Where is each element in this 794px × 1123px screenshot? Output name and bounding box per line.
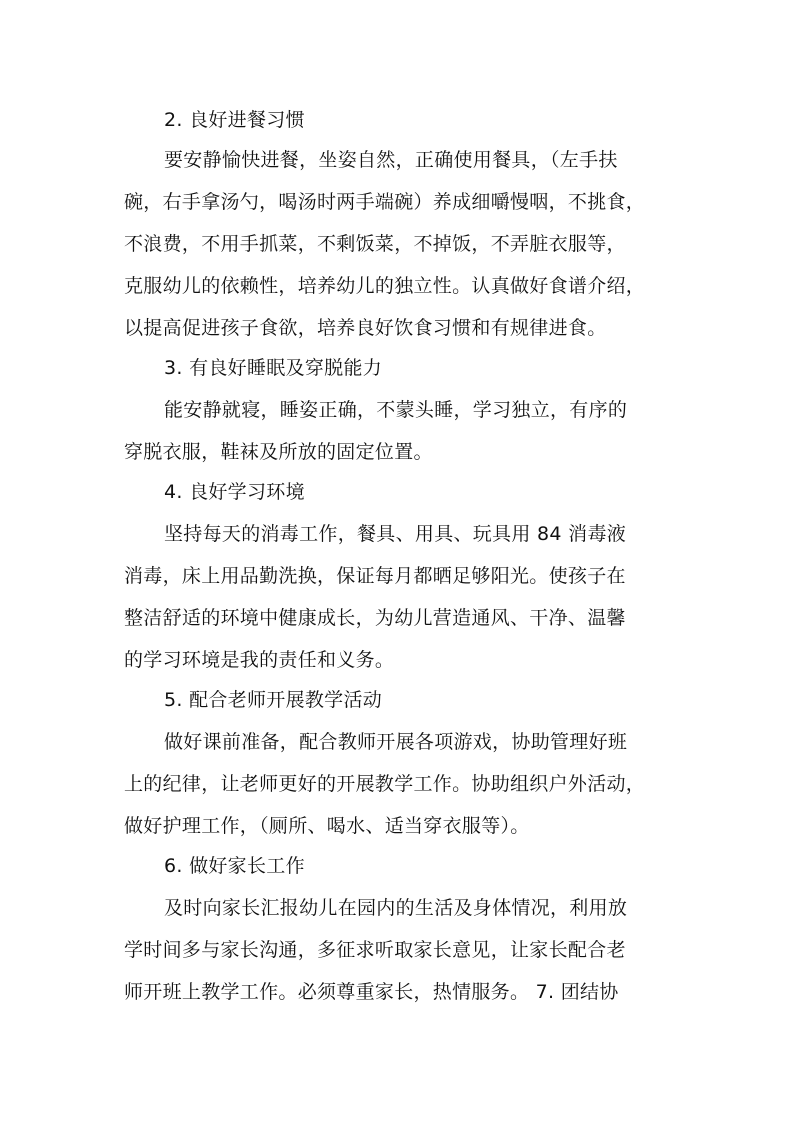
- paragraph-line: 的学习环境是我的责任和义务。: [124, 649, 395, 671]
- paragraph-line: 穿脱衣服，鞋袜及所放的固定位置。: [124, 441, 433, 463]
- paragraph-line: 做好课前准备，配合教师开展各项游戏，协助管理好班: [164, 731, 628, 753]
- paragraph-line: 不浪费，不用手抓菜，不剩饭菜，不掉饭，不弄脏衣服等，: [124, 233, 626, 255]
- paragraph-line: 坚持每天的消毒工作，餐具、用具、玩具用 84 消毒液: [164, 523, 627, 545]
- section-heading: 3. 有良好睡眠及穿脱能力: [164, 357, 383, 379]
- paragraph-line: 以提高促进孩子食欲，培养良好饮食习惯和有规律进食。: [124, 317, 607, 339]
- paragraph-line: 能安静就寝，睡姿正确，不蒙头睡，学习独立，有序的: [164, 399, 628, 421]
- paragraph-line: 碗，右手拿汤勺，喝汤时两手端碗）养成细嚼慢咽，不挑食，: [124, 191, 646, 213]
- paragraph-line: 上的纪律，让老师更好的开展教学工作。协助组织户外活动，: [124, 773, 646, 795]
- paragraph-line: 及时向家长汇报幼儿在园内的生活及身体情况，利用放: [164, 897, 628, 919]
- section-heading: 2. 良好进餐习惯: [164, 109, 305, 131]
- paragraph-line: 消毒，床上用品勤洗换，保证每月都晒足够阳光。使孩子在: [124, 565, 626, 587]
- section-heading: 6. 做好家长工作: [164, 855, 305, 877]
- paragraph-line: 整洁舒适的环境中健康成长，为幼儿营造通风、干净、温馨: [124, 607, 626, 629]
- paragraph-line: 师开班上教学工作。必须尊重家长，热情服务。 7. 团结协: [124, 981, 619, 1003]
- paragraph-line: 克服幼儿的依赖性，培养幼儿的独立性。认真做好食谱介绍，: [124, 275, 646, 297]
- paragraph-line: 做好护理工作，（厕所、喝水、适当穿衣服等）。: [124, 815, 530, 837]
- section-heading: 4. 良好学习环境: [164, 481, 305, 503]
- paragraph-line: 要安静愉快进餐，坐姿自然，正确使用餐具，（左手扶: [164, 149, 618, 171]
- paragraph-line: 学时间多与家长沟通，多征求听取家长意见，让家长配合老: [124, 939, 626, 961]
- section-heading: 5. 配合老师开展教学活动: [164, 689, 383, 711]
